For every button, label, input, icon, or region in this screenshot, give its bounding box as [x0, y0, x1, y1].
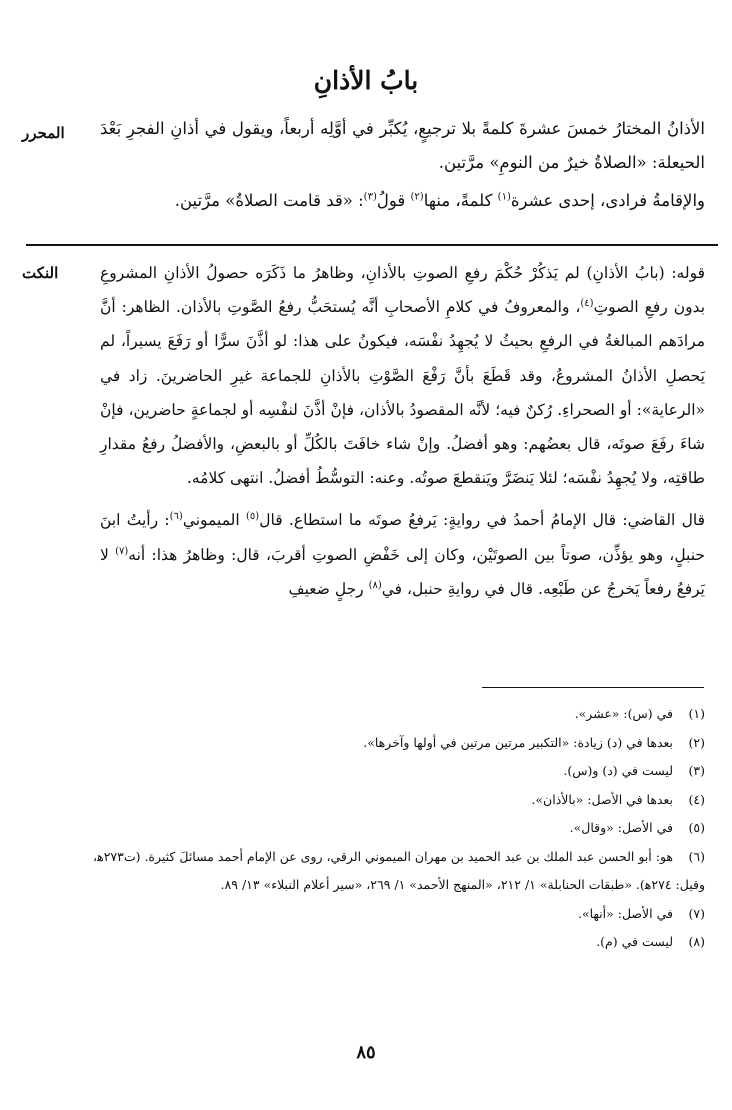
footnote-number: (١)	[688, 706, 705, 721]
commentary-text-run: الميموني	[182, 511, 247, 530]
footnote-item	[60, 700, 705, 729]
commentary-paragraph-1	[100, 256, 705, 495]
footnote-ref-3[interactable]: (٣)	[363, 191, 377, 203]
footnote-ref-5[interactable]: (٥)	[246, 511, 260, 523]
footnote-divider	[482, 687, 704, 688]
commentary-paragraph-2	[100, 503, 705, 606]
footnote-text: في الأصل: «أنها».	[577, 905, 674, 921]
footnote-text: بعدها في (د) زيادة: «التكبير مرتين مرتين في أولها وآخرها».	[363, 734, 674, 750]
commentary-text-run: قوله: (بابُ الأذانِ) لم يَذكُرْ حُكْمَ رفعِ الصوتِ بالأذانِ، وظاهرُ ما ذَكَرَه حصولُ الأذانِ المشروعِ بدون رفعِ الصوتِ	[100, 264, 706, 317]
margin-label-nukat: النكت	[22, 264, 59, 282]
footnote-text: بعدها في الأصل: «بالأذان».	[531, 791, 674, 807]
matn-text-run: والإقامةُ فرادى، إحدى عشرة	[510, 191, 705, 210]
matn-text-run: قولُ	[376, 191, 411, 210]
footnote-ref-7[interactable]: (٧)	[115, 545, 129, 557]
margin-label-mukharrar: المحرر	[22, 124, 65, 142]
footnote-number: (٣)	[688, 763, 705, 778]
footnote-item	[60, 757, 705, 786]
footnote-ref-8[interactable]: (٨)	[368, 579, 382, 591]
commentary-text	[100, 256, 705, 606]
footnote-item	[60, 928, 705, 957]
footnote-number: (٥)	[688, 820, 705, 835]
page-number: ٨٥	[356, 1042, 376, 1063]
footnote-number: (٧)	[688, 905, 705, 921]
footnote-text: في (س): «عشر».	[574, 706, 674, 721]
chapter-title: بابُ الأذانِ	[313, 66, 419, 95]
footnote-text: ليست في (د) و(س).	[563, 763, 674, 778]
matn-text	[100, 112, 705, 218]
commentary-text-run: رجلٍ ضعيفِ	[288, 579, 369, 598]
matn-text-run: كلمةً، منها	[423, 191, 498, 210]
matn-paragraph-1: الأذانُ المختارُ خمسَ عشرةَ كلمةً بلا ترجيعٍ، يُكبِّر في أوَّلِه أربعاً، ويقول في أذانِ الفجرِ بَعْدَ الحيعلة: «الصلاةُ خيرٌ من النومِ» مرَّتين.	[100, 119, 705, 172]
footnote-text: في الأصل: «وقال».	[569, 820, 674, 835]
footnote-number: (٢)	[688, 734, 705, 750]
footnote-text: هو: أبو الحسن عبد الملك بن عبد الحميد بن مهران الميموني الرقي، روى عن الإمام أحمد مسائلَ كثيرة. (ت٢٧٣ﻫ، وقيل: ٢٧٤ﻫ). «طبقات الحنابلة» ١/ ٢١٢، «المنهج الأحمد» ١/ ٢٦٩، «سير أعلام النبلاء» ١٣/ ٨٩.	[93, 848, 705, 892]
footnote-item	[60, 843, 705, 900]
section-divider	[26, 244, 718, 246]
footnote-item	[60, 786, 705, 815]
footnote-ref-2[interactable]: (٢)	[410, 191, 424, 203]
footnote-ref-1[interactable]: (١)	[497, 191, 511, 203]
footnote-number: (٤)	[688, 791, 705, 807]
footnotes	[60, 700, 705, 957]
matn-paragraph-2	[100, 184, 705, 218]
footnote-number: (٨)	[688, 934, 705, 949]
commentary-text-run: لا يَرفعُ رفعاً يَخرجُ عن طَبْعِه. قال في روايةِ حنبل، في	[100, 545, 705, 598]
footnote-text: ليست في (م).	[596, 934, 674, 949]
commentary-text-run: : رأيتُ ابنَ حنبلٍ، وهو يؤذِّن، صوتاً بين الصوتَيْن، وكان إلى خَفْضِ الصوتِ أقربَ، قال: وظاهرُ هذا: أنه	[100, 511, 705, 564]
footnote-item	[60, 900, 705, 929]
commentary-text-run: ، والمعروفُ في كلامِ الأصحابِ أنَّه يُستحَبُّ رفعُ الصَّوتِ بالأذان. الظاهر: أنَّ مرادَهم المبالغةُ في الرفعِ بحيثُ لا يُجهِدُ نفْسَه، فيكونُ على هذا: لو أذَّنَ سرًّا أو رَفَعَ يسيراً، لم يَحصلِ الأذانُ المشروعُ، وقد قَطَعَ بأنَّ رَفْعَ الصَّوْتِ بالأذانِ للجماعة غيرِ الحاضرينَ. زاد في «الرعاية»: أو الصحراءِ. رُكنٌ فيه؛ لأنَّه المقصودُ بالأذان، فإنْ أذَّنَ لنفْسِه أو لجماعةٍ حاضرين، فإنْ شاءَ رفَعَ صوتَه، قال بعضُهم: وهو أفضلُ. وإنْ شاء خافَتَ بالكُلِّ أو بالبعضِ، والأفضلُ رفعُ مقدارِ طاقتِه، ولا يُجهِدُ نفْسَه؛ لئلا يَنضَرَّ ويَنقطعَ صوتُه. وعنه: التوسُّطُ أفضلُ. انتهى كلامُه.	[100, 298, 705, 488]
footnote-ref-6[interactable]: (٦)	[169, 511, 183, 523]
footnote-item	[60, 729, 705, 758]
footnote-ref-4[interactable]: (٤)	[580, 298, 594, 310]
footnote-number: (٦)	[688, 848, 705, 864]
commentary-text-run: قال القاضي: قال الإمامُ أحمدُ في روايةٍ: يَرفعُ صوتَه ما استطاع. قال	[259, 511, 706, 530]
matn-text-run: : «قد قامت الصلاةُ» مرَّتين.	[174, 191, 364, 210]
footnote-item	[60, 814, 705, 843]
